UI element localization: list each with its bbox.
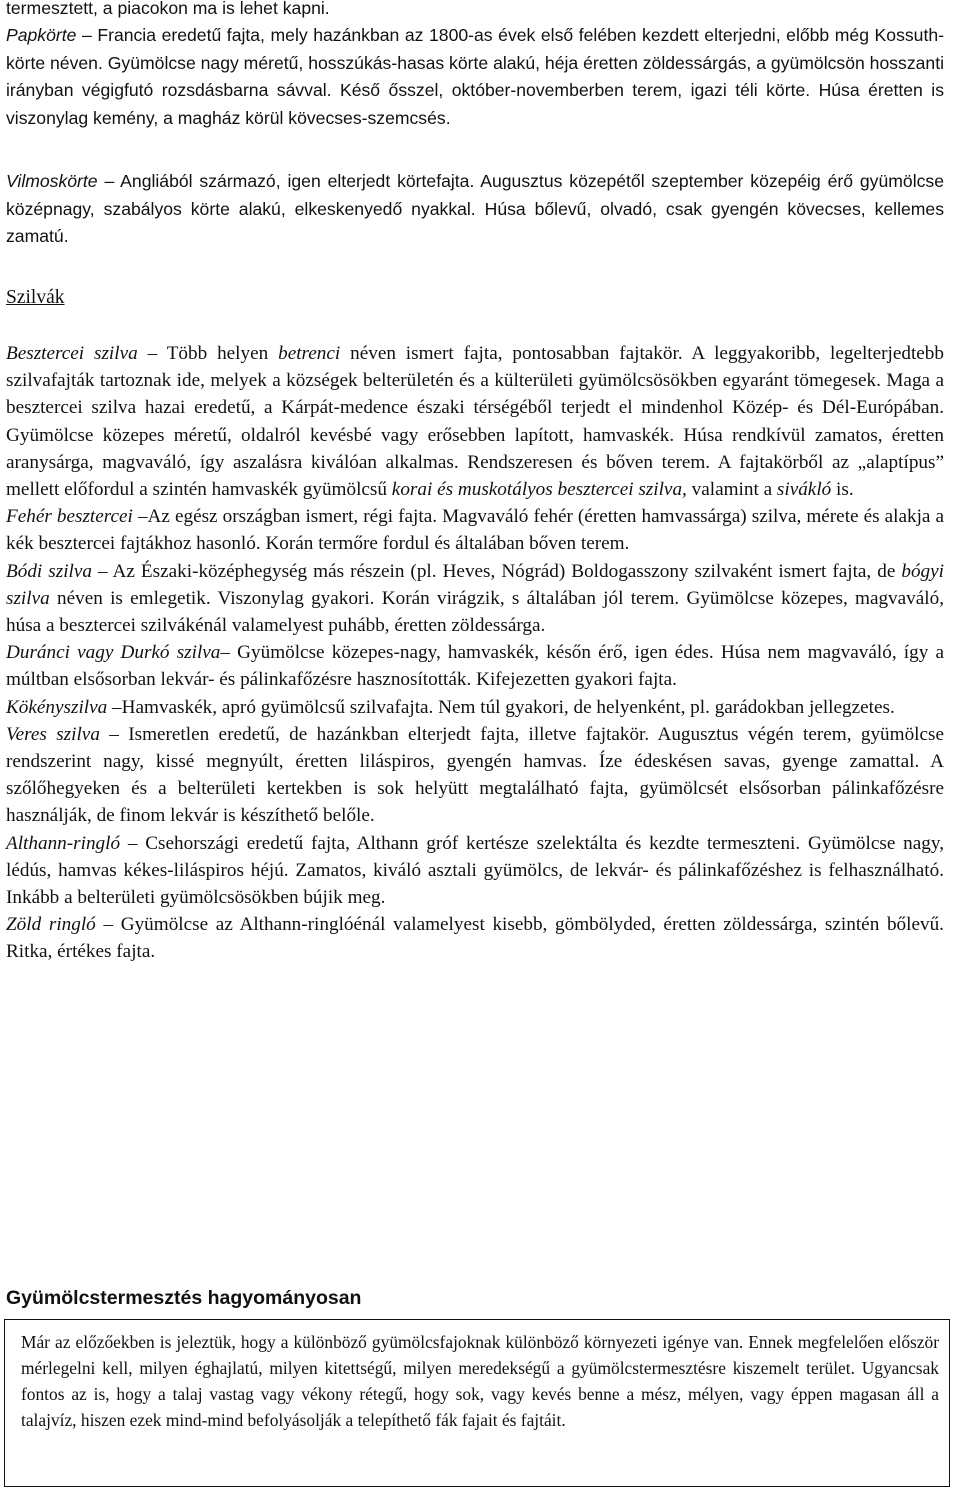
besztercei-paragraph: Besztercei szilva – Több helyen betrenci néven ismert fajta, pontosabban fajtakör. A leggyakoribb, legelterjedtebb szilvafajták tartoznak ide, melyek a községek belterületén és a külterületi gyümölcsösökben egyaránt tömegesek. Maga a besztercei szilva hazai eredetű, a Kárpát-medence északi térségéből terjedt el mindenhol Közép- és Dél-Európában. Gyümölcse közepes méretű, oldalról kevésbé vagy erősebben lapított, hamvaskék. Húsa rendkívül zamatos, éretten aranysárga, magvaváló, így aszalásra kiválóan alkalmas. Rendszeresen és bőven terem. A fajtakörből az „alaptípus” mellett előfordul a szintén hamvaskék gyümölcsű korai és muskotályos besztercei szilva, valamint a sivákló is. <box>6 343 944 501</box>
info-box <box>4 1319 950 1487</box>
variety-name: Besztercei szilva <box>6 343 138 364</box>
feher-paragraph: Fehér besztercei –Az egész országban ismert, régi fajta. Magvaváló fehér (éretten hamvassárga) szilva, mérete és alakja a kék besztercei fajtákhoz hasonló. Korán termőre fordul és általában bőven terem. <box>6 506 944 555</box>
duranci-paragraph: Duránci vagy Durkó szilva– Gyümölcse közepes-nagy, hamvaskék, későn érő, igen édes. Húsa nem magvaváló, így a múltban elsősorban lekvár- és pálinkafőzésre hasznosították. Kifejezetten gyakori fajta. <box>6 642 944 691</box>
info-box-text: Már az előzőekben is jeleztük, hogy a különböző gyümölcsfajoknak különböző környezeti igénye van. Ennek megfelelően először mérlegelni kell, milyen éghajlatú, milyen kitettségű, milyen meredekségű a gyümölcstermesztésre kiszemelt terület. Ugyancsak fontos az is, hogy a talaj vastag vagy vékony rétegű, hogy sok, vagy kevés benne a mész, mélyen, vagy éppen magasan áll a talajvíz, hiszen ezek mind-mind befolyásolják a telepíthető fák fajait és fajtáit. <box>21 1332 939 1430</box>
veres-paragraph: Veres szilva – Ismeretlen eredetű, de hazánkban elterjedt fajta, illetve fajtakör. Augusztus végén terem, gyümölcse rendszerint nagy, kissé megnyúlt, éretten liláspiros, gyengén hamvas. Íze édeskésen savas, gyenge zamattal. A szőlőhegyeken és a belterületi kertekben is sok helyütt megtalálható fajta, gyümölcsét elsősorban pálinkafőzésre használják, de finom lekvár is készíthető belőle. <box>6 723 944 827</box>
variety-name: Papkörte <box>6 25 77 45</box>
bodi-paragraph: Bódi szilva – Az Északi-középhegység más részein (pl. Heves, Nógrád) Boldogasszony szilvaként ismert fajta, de bógyi szilva néven is emlegetik. Viszonylag gyakori. Korán virágzik, s általában jól terem. Gyümölcse közepes, magvaváló, húsa a besztercei szilvákénál valamelyest puhább, éretten zöldessárga. <box>6 560 944 637</box>
althann-paragraph: Althann-ringló – Csehországi eredetű fajta, Althann gróf kertésze szelektálta és kezdte termeszteni. Gyümölcse nagy, lédús, hamvas kékes-liláspiros héjú. Zamatos, kiváló asztali gyümölcs, de lekvár- és pálinkafőzéshez is felhasználható. Inkább a belterületi gyümölcsösökben bújik meg. <box>6 832 944 909</box>
kokenyszilva-paragraph: Kökényszilva –Hamvaskék, apró gyümölcsű szilvafajta. Nem túl gyakori, de helyenként, pl. garádokban jellegzetes. <box>6 696 895 718</box>
variety-name: Veres szilva <box>6 723 100 745</box>
variety-name: Kökényszilva <box>6 696 108 718</box>
section-heading: Gyümölcstermesztés hagyományosan <box>6 1287 362 1309</box>
variety-name: Fehér besztercei <box>6 506 133 528</box>
variety-name: Vilmoskörte <box>6 171 98 191</box>
papkorte-paragraph: Papkörte – Francia eredetű fajta, mely hazánkban az 1800-as évek első felében kezdett elterjedni, előbb még Kossuth-körte néven. Gyümölcse nagy méretű, hosszúkás-hasas körte alakú, héja éretten zöldessárgás, a gyümölcsön hosszanti irányban végigfutó rozsdásbarna sávval. Késő ősszel, október-novemberben terem, igazi téli körte. Húsa éretten is viszonylag kemény, a magház körül kövecses-szemcsés. <box>6 25 944 129</box>
plums-heading: Szilvák <box>6 287 65 308</box>
pear-continuation: termesztett, a piacokon ma is lehet kapni. <box>6 0 330 18</box>
vilmoskorte-paragraph: Vilmoskörte – Angliából származó, igen elterjedt körtefajta. Augusztus közepétől szeptember közepéig érő gyümölcse középnagy, szabályos körte alakú, elkeskenyedő nyakkal. Húsa bőlevű, olvadó, csak gyengén kövecses, kellemes zamatú. <box>6 171 944 247</box>
variety-name: Zöld ringló <box>6 914 96 936</box>
variety-name: Althann-ringló <box>6 832 121 854</box>
zold-ringlo-paragraph: Zöld ringló – Gyümölcse az Althann-ringlóénál valamelyest kisebb, gömbölyded, éretten zöldessárga, szintén bőlevű. Ritka, értékes fajta. <box>6 914 944 963</box>
plum-list <box>6 340 944 966</box>
variety-name: Bódi szilva <box>6 560 92 582</box>
variety-name: Duránci vagy Durkó szilva <box>6 642 221 664</box>
